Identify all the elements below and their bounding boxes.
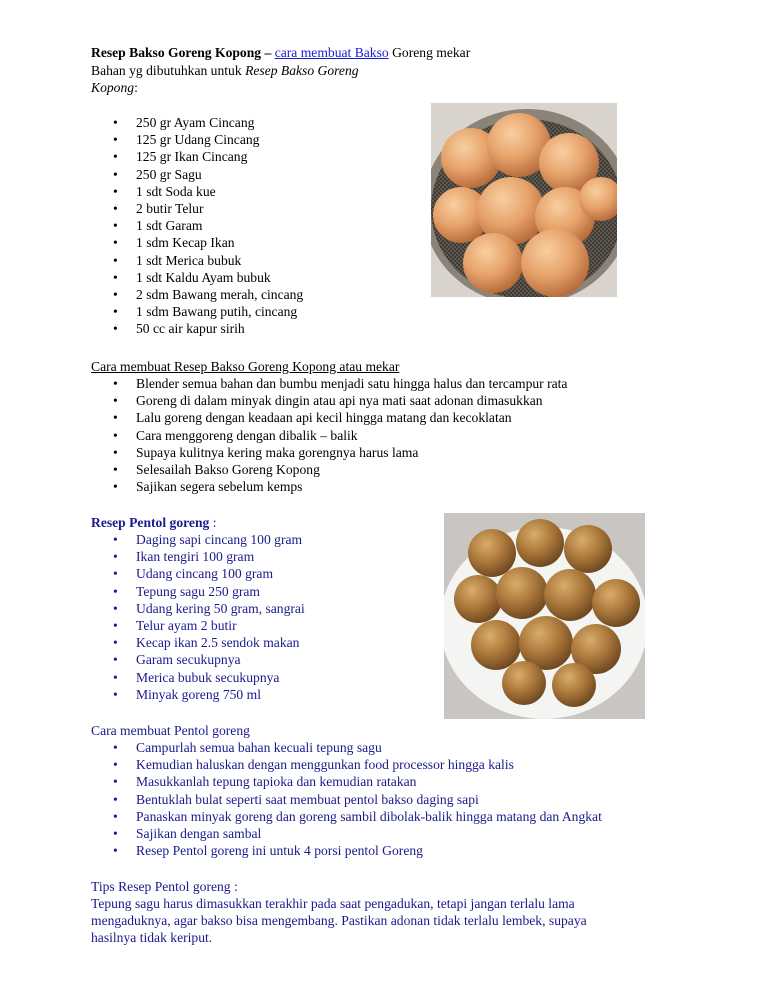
recipe-title-2: Resep Pentol goreng : (91, 515, 217, 530)
list-item: • Udang kering 50 gram, sangrai (91, 600, 305, 617)
list-item: • Selesailah Bakso Goreng Kopong (91, 461, 567, 478)
list-item: • Kemudian haluskan dengan menggunkan food processor hingga kalis (91, 756, 602, 773)
recipe-title-bold: Resep Bakso Goreng Kopong – (91, 45, 272, 60)
list-item: • Blender semua bahan dan bumbu menjadi satu hingga halus dan tercampur rata (91, 375, 567, 392)
list-item: • Garam secukupnya (91, 651, 305, 668)
list-item: • Telur ayam 2 butir (91, 617, 305, 634)
list-item: • Campurlah semua bahan kecuali tepung sagu (91, 739, 602, 756)
list-item: • Merica bubuk secukupnya (91, 669, 305, 686)
steps-heading-1: Cara membuat Resep Bakso Goreng Kopong atau mekar (91, 359, 400, 374)
recipe-title-1 (91, 44, 470, 61)
list-item: • Tepung sagu 250 gram (91, 583, 305, 600)
list-item: • 250 gr Sagu (91, 166, 303, 183)
list-item: • Ikan tengiri 100 gram (91, 548, 305, 565)
list-item: • 1 sdt Soda kue (91, 183, 303, 200)
list-item: • Kecap ikan 2.5 sendok makan (91, 634, 305, 651)
list-item: • Sajikan dengan sambal (91, 825, 602, 842)
list-item: • 1 sdm Bawang putih, cincang (91, 303, 303, 320)
list-item: • 250 gr Ayam Cincang (91, 114, 303, 131)
steps-heading-2: Cara membuat Pentol goreng (91, 723, 250, 738)
pentol-goreng-photo (444, 513, 645, 719)
list-item: • 125 gr Ikan Cincang (91, 148, 303, 165)
list-item: • 1 sdm Kecap Ikan (91, 234, 303, 251)
list-item: • Udang cincang 100 gram (91, 565, 305, 582)
list-item: • Lalu goreng dengan keadaan api kecil hingga matang dan kecoklatan (91, 409, 567, 426)
list-item: • Daging sapi cincang 100 gram (91, 531, 305, 548)
list-item: • Minyak goreng 750 ml (91, 686, 305, 703)
ingredients-list-1 (91, 114, 303, 338)
recipe-link[interactable]: cara membuat Bakso (274, 45, 389, 60)
ingredients-list-2 (91, 531, 305, 703)
list-item: • Goreng di dalam minyak dingin atau api nya mati saat adonan dimasukkan (91, 392, 567, 409)
list-item: • 50 cc air kapur sirih (91, 320, 303, 337)
list-item: • 125 gr Udang Cincang (91, 131, 303, 148)
list-item: • Bentuklah bulat seperti saat membuat pentol bakso daging sapi (91, 791, 602, 808)
tips-paragraph: Tepung sagu harus dimasukkan terakhir pada saat pengadukan, tetapi jangan terlalu lama mengaduknya, agar bakso bisa mengembang. Pastikan adonan tidak terlalu lembek, supaya hasilnya tidak keriput. (91, 896, 587, 946)
list-item: • Masukkanlah tepung tapioka dan kemudian ratakan (91, 773, 602, 790)
list-item: • 2 butir Telur (91, 200, 303, 217)
pentol-goreng-image (444, 513, 645, 719)
list-item: • 1 sdt Kaldu Ayam bubuk (91, 269, 303, 286)
steps-list-2 (91, 739, 602, 859)
recipe-title-rest: Goreng mekar (392, 45, 471, 60)
list-item: • Panaskan minyak goreng dan goreng sambil dibolak-balik hingga matang dan Angkat (91, 808, 602, 825)
tips-heading: Tips Resep Pentol goreng : (91, 879, 238, 894)
list-item: • Supaya kulitnya kering maka gorengnya harus lama (91, 444, 567, 461)
list-item: • Cara menggoreng dengan dibalik – balik (91, 427, 567, 444)
list-item: • 1 sdt Garam (91, 217, 303, 234)
list-item: • Resep Pentol goreng ini untuk 4 porsi pentol Goreng (91, 842, 602, 859)
list-item: • Sajikan segera sebelum kemps (91, 478, 567, 495)
bakso-goreng-image (431, 103, 617, 297)
steps-list-1 (91, 375, 567, 495)
list-item: • 2 sdm Bawang merah, cincang (91, 286, 303, 303)
list-item: • 1 sdt Merica bubuk (91, 252, 303, 269)
bakso-goreng-photo (431, 103, 617, 297)
ingredients-intro: Bahan yg dibutuhkan untuk Resep Bakso Goreng Kopong: (91, 63, 359, 96)
